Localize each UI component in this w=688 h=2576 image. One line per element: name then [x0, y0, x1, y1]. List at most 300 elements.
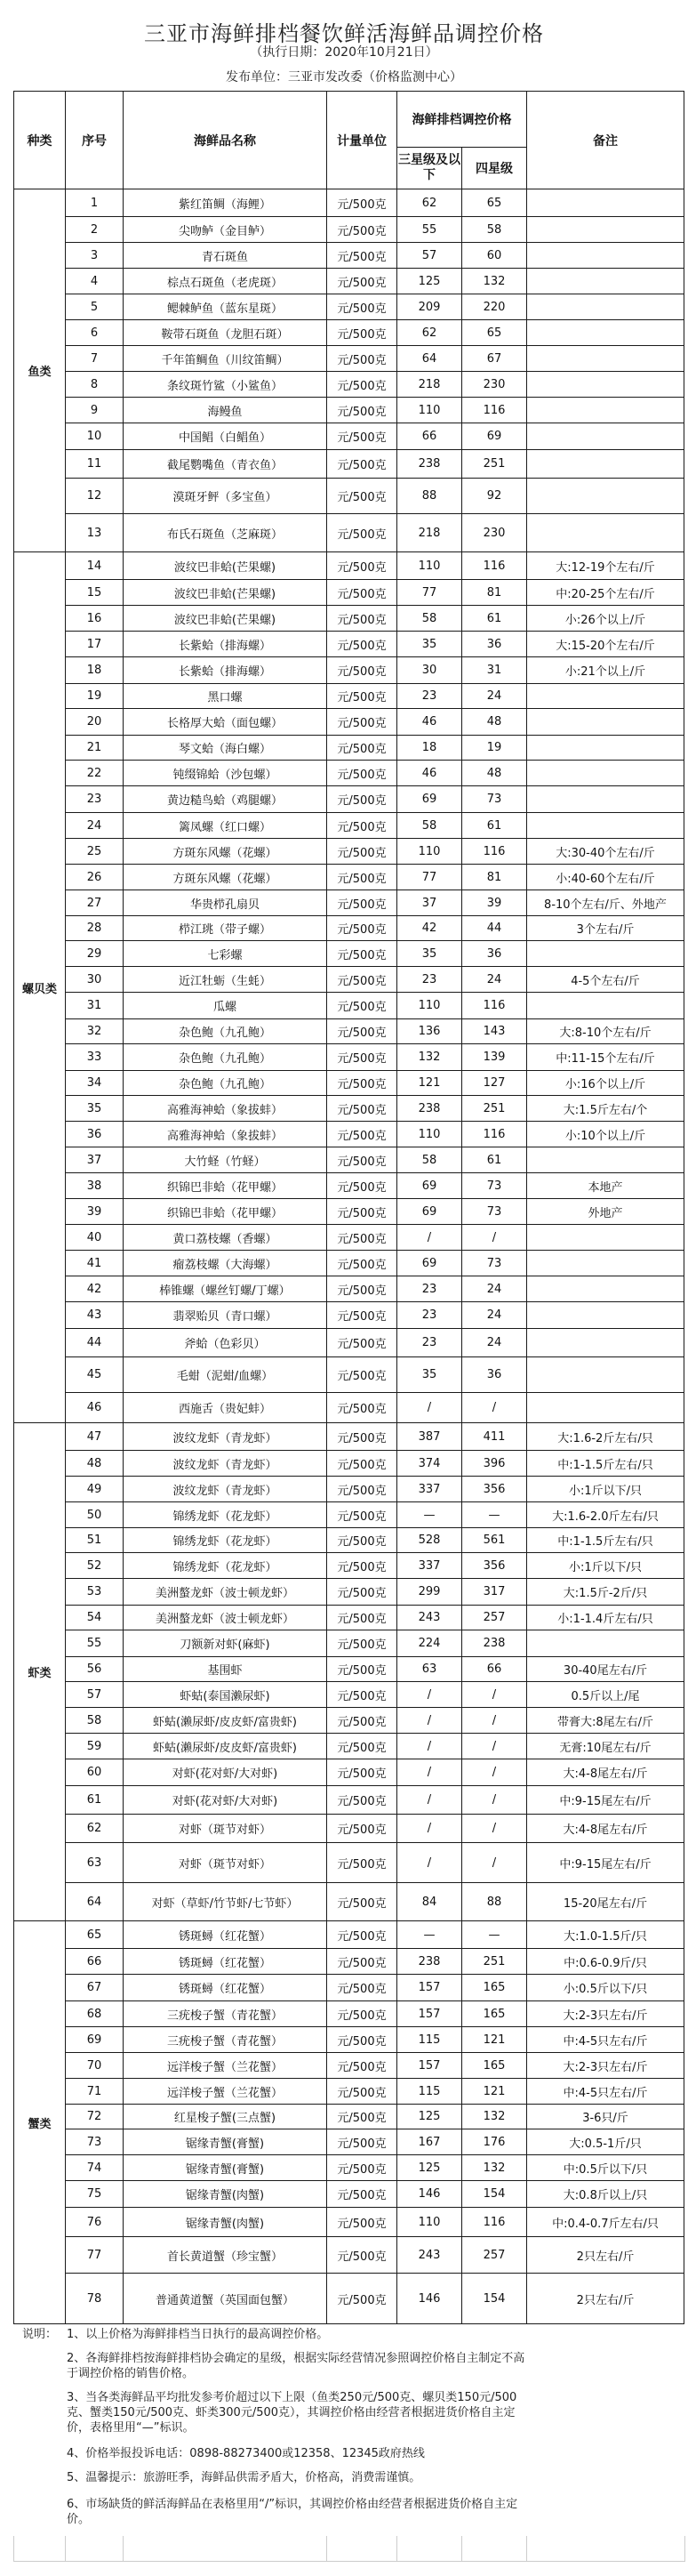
remark: 大:12-19个左右/斤 [527, 552, 684, 580]
price-three-star: 121 [397, 1071, 462, 1096]
table-row [14, 657, 684, 684]
table-row [14, 1393, 684, 1423]
unit: 元/500克 [327, 1734, 397, 1759]
unit: 元/500克 [327, 1630, 397, 1657]
price-three-star: 387 [397, 1423, 462, 1451]
item-name: 对虾（草虾/竹节虾/七节虾） [124, 1883, 327, 1921]
table-row [14, 189, 684, 217]
unit: 元/500克 [327, 1329, 397, 1357]
note-item-5: 5、温馨提示：旅游旺季，海鲜品供需矛盾大，价格高，消费需谨慎。 [67, 2471, 421, 2484]
price-three-star: / [397, 1815, 462, 1843]
remark [527, 514, 684, 552]
price-three-star: 23 [397, 1302, 462, 1329]
empty-table-row-remnant [13, 2536, 685, 2562]
price-four-star: 24 [462, 1302, 527, 1329]
unit: 元/500克 [327, 1251, 397, 1276]
item-name: 对虾(花对虾/大对虾) [124, 1786, 327, 1815]
remark: 小:1-1.4斤左右/只 [527, 1606, 684, 1630]
price-three-star: 35 [397, 941, 462, 967]
item-name: 高雅海神蛤（象拔蚌） [124, 1096, 327, 1122]
row-index: 43 [66, 1302, 124, 1329]
price-four-star: / [462, 1815, 527, 1843]
row-index: 13 [66, 514, 124, 552]
note-item-2: 2、各海鲜排档按海鲜排档协会确定的星级，根据实际经营情况参照调控价格自主制定不高于调控价格的销售价格。 [67, 2352, 525, 2380]
table-row [14, 916, 684, 941]
price-four-star: / [462, 1225, 527, 1251]
price-four-star: 132 [462, 269, 527, 294]
remark [527, 1147, 684, 1173]
item-name: 条纹斑竹鲨（小鲨鱼） [124, 372, 327, 398]
price-four-star: 251 [462, 1096, 527, 1122]
header-index: 序号 [66, 92, 124, 189]
unit: 元/500克 [327, 1815, 397, 1843]
price-four-star: 24 [462, 1276, 527, 1302]
price-three-star: 23 [397, 1329, 462, 1357]
price-three-star: 125 [397, 269, 462, 294]
price-four-star: 132 [462, 2105, 527, 2129]
price-three-star: 18 [397, 736, 462, 761]
price-three-star: 64 [397, 346, 462, 372]
table-row [14, 1579, 684, 1606]
unit: 元/500克 [327, 1759, 397, 1786]
price-four-star: 19 [462, 736, 527, 761]
table-row [14, 1251, 684, 1276]
table-row [14, 1071, 684, 1096]
item-name: 黑口螺 [124, 684, 327, 709]
price-three-star: 125 [397, 2155, 462, 2181]
table-row [14, 890, 684, 916]
table-row [14, 2274, 684, 2324]
price-four-star: 116 [462, 2208, 527, 2237]
item-name: 杂色鲍（九孔鲍） [124, 1044, 327, 1071]
item-name: 长紫蛤（排海螺） [124, 632, 327, 657]
row-index: 76 [66, 2208, 124, 2237]
table-row [14, 993, 684, 1019]
unit: 元/500克 [327, 761, 397, 786]
remark [527, 941, 684, 967]
unit: 元/500克 [327, 606, 397, 632]
table-row [14, 865, 684, 890]
item-name: 对虾(花对虾/大对虾) [124, 1759, 327, 1786]
unit: 元/500克 [327, 1657, 397, 1682]
price-four-star: 356 [462, 1553, 527, 1579]
price-four-star: 24 [462, 684, 527, 709]
row-index: 24 [66, 813, 124, 839]
price-three-star: 63 [397, 1657, 462, 1682]
remark: 大:15-20个左右/斤 [527, 632, 684, 657]
table-row [14, 1843, 684, 1883]
price-four-star: 88 [462, 1883, 527, 1921]
unit: 元/500克 [327, 1096, 397, 1122]
table-row [14, 1708, 684, 1734]
price-four-star: 257 [462, 2237, 527, 2274]
unit: 元/500克 [327, 1883, 397, 1921]
table-row [14, 217, 684, 243]
unit: 元/500克 [327, 2274, 397, 2324]
remark [527, 217, 684, 243]
table-row [14, 1357, 684, 1393]
unit: 元/500克 [327, 967, 397, 993]
table-row [14, 2001, 684, 2027]
table-row [14, 761, 684, 786]
table-body [14, 189, 684, 2324]
unit: 元/500克 [327, 786, 397, 813]
table-row [14, 2053, 684, 2079]
unit: 元/500克 [327, 2237, 397, 2274]
row-index: 2 [66, 217, 124, 243]
remark: 中:0.5斤以下/只 [527, 2155, 684, 2181]
price-four-star: 176 [462, 2129, 527, 2155]
price-three-star: 167 [397, 2129, 462, 2155]
remark: 本地产 [527, 1173, 684, 1199]
remark: 大:1.5斤左右/个 [527, 1096, 684, 1122]
remark: 大:4-8尾左右/斤 [527, 1815, 684, 1843]
note-item-6: 6、市场缺货的鲜活海鲜品在表格里用“/”标识，其调控价格由经营者根据进货价格自主定价。 [67, 2498, 518, 2526]
item-name: 虾蛄(泰国濑尿虾) [124, 1682, 327, 1708]
table-row [14, 1883, 684, 1921]
price-three-star: 69 [397, 1199, 462, 1225]
unit: 元/500克 [327, 916, 397, 941]
table-row [14, 786, 684, 813]
item-name: 刀额新对虾(麻虾) [124, 1630, 327, 1657]
price-three-star: 110 [397, 993, 462, 1019]
remark: 大:0.5-1斤/只 [527, 2129, 684, 2155]
price-three-star: 146 [397, 2181, 462, 2208]
price-four-star: 154 [462, 2181, 527, 2208]
price-four-star: 73 [462, 1251, 527, 1276]
remark: 大:1.6-2斤左右/只 [527, 1423, 684, 1451]
price-four-star: 121 [462, 2027, 527, 2053]
table-row [14, 1329, 684, 1357]
table-row [14, 2105, 684, 2129]
price-three-star: / [397, 1393, 462, 1423]
publisher: 发布单位：三亚市发改委（价格监测中心） [226, 70, 462, 85]
price-three-star: 136 [397, 1019, 462, 1044]
item-name: 锦绣龙虾（花龙虾） [124, 1553, 327, 1579]
remark: 中:0.6-0.9斤/只 [527, 1949, 684, 1975]
row-index: 77 [66, 2237, 124, 2274]
remark [527, 479, 684, 514]
table-row [14, 1044, 684, 1071]
item-name: 鞍带石斑鱼（龙胆石斑） [124, 320, 327, 346]
price-four-star: 66 [462, 1657, 527, 1682]
row-index: 11 [66, 450, 124, 479]
price-four-star: 139 [462, 1044, 527, 1071]
remark: 大:2-3只左右/斤 [527, 2001, 684, 2027]
remark [527, 243, 684, 269]
price-three-star: / [397, 1682, 462, 1708]
price-three-star: 132 [397, 1044, 462, 1071]
price-three-star: 243 [397, 2237, 462, 2274]
row-index: 53 [66, 1579, 124, 1606]
table-row [14, 1630, 684, 1657]
unit: 元/500克 [327, 709, 397, 736]
table-row [14, 1553, 684, 1579]
table-row [14, 2208, 684, 2237]
remark [527, 813, 684, 839]
price-three-star: 46 [397, 709, 462, 736]
price-four-star: — [462, 1921, 527, 1949]
item-name: 鳃棘鲈鱼（蓝东星斑） [124, 294, 327, 320]
table-row [14, 2237, 684, 2274]
item-name: 棒锥螺（螺丝钉螺/丁螺） [124, 1276, 327, 1302]
price-three-star: 125 [397, 2105, 462, 2129]
unit: 元/500克 [327, 1019, 397, 1044]
table-row [14, 479, 684, 514]
price-four-star: 230 [462, 514, 527, 552]
remark [527, 684, 684, 709]
remark [527, 269, 684, 294]
unit: 元/500克 [327, 1276, 397, 1302]
price-four-star: 58 [462, 217, 527, 243]
table-row [14, 1147, 684, 1173]
row-index: 64 [66, 1883, 124, 1921]
price-four-star: 165 [462, 2053, 527, 2079]
item-name: 对虾（斑节对虾） [124, 1815, 327, 1843]
item-name: 紫红笛鲷（海鲤） [124, 189, 327, 217]
table-row [14, 372, 684, 398]
unit: 元/500克 [327, 2181, 397, 2208]
header-name: 海鲜品名称 [124, 92, 327, 189]
remark: 大:0.8斤以上/只 [527, 2181, 684, 2208]
remark: 大:4-8尾左右/斤 [527, 1759, 684, 1786]
remark: 大:30-40个左右/斤 [527, 839, 684, 865]
unit: 元/500克 [327, 1147, 397, 1173]
price-three-star: 69 [397, 786, 462, 813]
row-index: 30 [66, 967, 124, 993]
table-row [14, 1199, 684, 1225]
table-row [14, 1502, 684, 1528]
remark [527, 450, 684, 479]
table-row [14, 1734, 684, 1759]
price-four-star: 73 [462, 1173, 527, 1199]
price-four-star: / [462, 1393, 527, 1423]
row-index: 16 [66, 606, 124, 632]
row-index: 54 [66, 1606, 124, 1630]
item-name: 千年笛鲷鱼（川纹笛鲷） [124, 346, 327, 372]
table-row [14, 1122, 684, 1147]
price-four-star: 165 [462, 2001, 527, 2027]
table-row [14, 269, 684, 294]
table-row [14, 1423, 684, 1451]
remark: 小:1斤以下/只 [527, 1477, 684, 1502]
remark: 小:40-60个左右/斤 [527, 865, 684, 890]
row-index: 29 [66, 941, 124, 967]
row-index: 26 [66, 865, 124, 890]
item-name: 长格厚大蛤（面包螺） [124, 709, 327, 736]
remark: 大:2-3只左右/斤 [527, 2053, 684, 2079]
price-three-star: / [397, 1843, 462, 1883]
remark [527, 372, 684, 398]
price-four-star: 31 [462, 657, 527, 684]
remark: 小:26个以上/斤 [527, 606, 684, 632]
item-name: 波纹龙虾（青龙虾） [124, 1451, 327, 1477]
price-three-star: 69 [397, 1173, 462, 1199]
price-four-star: 116 [462, 839, 527, 865]
note-item-3: 3、当各类海鲜品平均批发参考价超过以下上限（鱼类250元/500克、螺贝类150元/500克、蟹类150元/500克、虾类300元/500克），其调控价格由经营者根据进货价格自主定价，表格里用“—”标识。 [67, 2391, 517, 2435]
price-three-star: 62 [397, 189, 462, 217]
item-name: 斧蛤（色彩贝） [124, 1329, 327, 1357]
unit: 元/500克 [327, 1122, 397, 1147]
table-row [14, 709, 684, 736]
row-index: 60 [66, 1759, 124, 1786]
item-name: 三疣梭子蟹（青花蟹） [124, 2027, 327, 2053]
row-index: 52 [66, 1553, 124, 1579]
price-four-star: 24 [462, 1329, 527, 1357]
price-four-star: 411 [462, 1423, 527, 1451]
unit: 元/500克 [327, 552, 397, 580]
price-three-star: 238 [397, 1096, 462, 1122]
remark [527, 1357, 684, 1393]
unit: 元/500克 [327, 580, 397, 606]
price-three-star: 37 [397, 890, 462, 916]
item-name: 高雅海神蛤（象拔蚌） [124, 1122, 327, 1147]
table-row [14, 1276, 684, 1302]
price-three-star: 58 [397, 606, 462, 632]
unit: 元/500克 [327, 993, 397, 1019]
remark [527, 1276, 684, 1302]
price-four-star: 230 [462, 372, 527, 398]
price-four-star: / [462, 1786, 527, 1815]
unit: 元/500克 [327, 1302, 397, 1329]
price-three-star: 30 [397, 657, 462, 684]
item-name: 波纹龙虾（青龙虾） [124, 1477, 327, 1502]
row-index: 8 [66, 372, 124, 398]
unit: 元/500克 [327, 1786, 397, 1815]
price-four-star: 238 [462, 1630, 527, 1657]
remark: 小:10个以上/斤 [527, 1122, 684, 1147]
row-index: 22 [66, 761, 124, 786]
item-name: 虾蛄(濑尿虾/皮皮虾/富贵虾) [124, 1708, 327, 1734]
row-index: 38 [66, 1173, 124, 1199]
unit: 元/500克 [327, 269, 397, 294]
remark: 外地产 [527, 1199, 684, 1225]
item-name: 华贵栉孔扇贝 [124, 890, 327, 916]
item-name: 棕点石斑鱼（老虎斑） [124, 269, 327, 294]
price-four-star: 44 [462, 916, 527, 941]
price-four-star: / [462, 1708, 527, 1734]
price-four-star: 317 [462, 1579, 527, 1606]
row-index: 48 [66, 1451, 124, 1477]
remark: 大:8-10个左右/斤 [527, 1019, 684, 1044]
price-four-star: 251 [462, 1949, 527, 1975]
price-four-star: 121 [462, 2079, 527, 2105]
item-name: 黄口荔枝螺（香螺） [124, 1225, 327, 1251]
table-row [14, 736, 684, 761]
item-name: 远洋梭子蟹（兰花蟹） [124, 2079, 327, 2105]
unit: 元/500克 [327, 1423, 397, 1451]
unit: 元/500克 [327, 632, 397, 657]
item-name: 海鳗鱼 [124, 398, 327, 423]
row-index: 15 [66, 580, 124, 606]
item-name: 瘤荔枝螺（大海螺） [124, 1251, 327, 1276]
row-index: 70 [66, 2053, 124, 2079]
row-index: 4 [66, 269, 124, 294]
row-index: 44 [66, 1329, 124, 1357]
price-four-star: 81 [462, 580, 527, 606]
price-four-star: 48 [462, 761, 527, 786]
price-four-star: 356 [462, 1477, 527, 1502]
remark: 小:16个以上/斤 [527, 1071, 684, 1096]
item-name: 普通黄道蟹（英国面包蟹） [124, 2274, 327, 2324]
row-index: 65 [66, 1921, 124, 1949]
unit: 元/500克 [327, 1199, 397, 1225]
remark: 中:4-5只左右/斤 [527, 2027, 684, 2053]
item-name: 锯缘青蟹(肉蟹) [124, 2181, 327, 2208]
table-row [14, 1682, 684, 1708]
price-four-star: 165 [462, 1975, 527, 2001]
table-row [14, 1019, 684, 1044]
unit: 元/500克 [327, 372, 397, 398]
row-index: 19 [66, 684, 124, 709]
price-four-star: 257 [462, 1606, 527, 1630]
item-name: 翡翠贻贝（青口螺） [124, 1302, 327, 1329]
item-name: 栉江珧（带子螺） [124, 916, 327, 941]
row-index: 21 [66, 736, 124, 761]
item-name: 虾蛄(濑尿虾/皮皮虾/富贵虾) [124, 1734, 327, 1759]
price-three-star: 57 [397, 243, 462, 269]
price-three-star: 110 [397, 2208, 462, 2237]
item-name: 美洲螯龙虾（波士顿龙虾） [124, 1606, 327, 1630]
row-index: 31 [66, 993, 124, 1019]
price-three-star: 115 [397, 2079, 462, 2105]
remark [527, 1630, 684, 1657]
row-index: 71 [66, 2079, 124, 2105]
header-unit: 计量单位 [327, 92, 397, 189]
remark: 15-20尾左右/斤 [527, 1883, 684, 1921]
remark [527, 993, 684, 1019]
item-name: 杂色鲍（九孔鲍） [124, 1071, 327, 1096]
price-three-star: 46 [397, 761, 462, 786]
item-name: 远洋梭子蟹（兰花蟹） [124, 2053, 327, 2079]
item-name: 尖吻鲈（金目鲈） [124, 217, 327, 243]
table-row [14, 1606, 684, 1630]
price-four-star: 61 [462, 813, 527, 839]
price-four-star: 39 [462, 890, 527, 916]
table-row [14, 1759, 684, 1786]
row-index: 36 [66, 1122, 124, 1147]
unit: 元/500克 [327, 1921, 397, 1949]
price-four-star: 36 [462, 1357, 527, 1393]
price-three-star: 528 [397, 1528, 462, 1553]
remark: 3个左右/斤 [527, 916, 684, 941]
price-four-star: 116 [462, 993, 527, 1019]
remark: 2只左右/斤 [527, 2274, 684, 2324]
price-three-star: 88 [397, 479, 462, 514]
unit: 元/500克 [327, 398, 397, 423]
page-title: 三亚市海鲜排档餐饮鲜活海鲜品调控价格 [144, 21, 544, 46]
table-row [14, 2079, 684, 2105]
remark: 大:1.6-2.0斤左右/只 [527, 1502, 684, 1528]
remark [527, 1302, 684, 1329]
remark [527, 1251, 684, 1276]
unit: 元/500克 [327, 2105, 397, 2129]
unit: 元/500克 [327, 423, 397, 450]
row-index: 41 [66, 1251, 124, 1276]
remark: 中:4-5只左右/斤 [527, 2079, 684, 2105]
price-three-star: 146 [397, 2274, 462, 2324]
price-three-star: 238 [397, 450, 462, 479]
unit: 元/500克 [327, 1451, 397, 1477]
remark: 中:1-1.5斤左右/只 [527, 1528, 684, 1553]
table-row [14, 423, 684, 450]
remark: 3-6只/斤 [527, 2105, 684, 2129]
item-name: 七彩螺 [124, 941, 327, 967]
remark: 小:21个以上/斤 [527, 657, 684, 684]
price-three-star: 23 [397, 684, 462, 709]
row-index: 57 [66, 1682, 124, 1708]
row-index: 25 [66, 839, 124, 865]
